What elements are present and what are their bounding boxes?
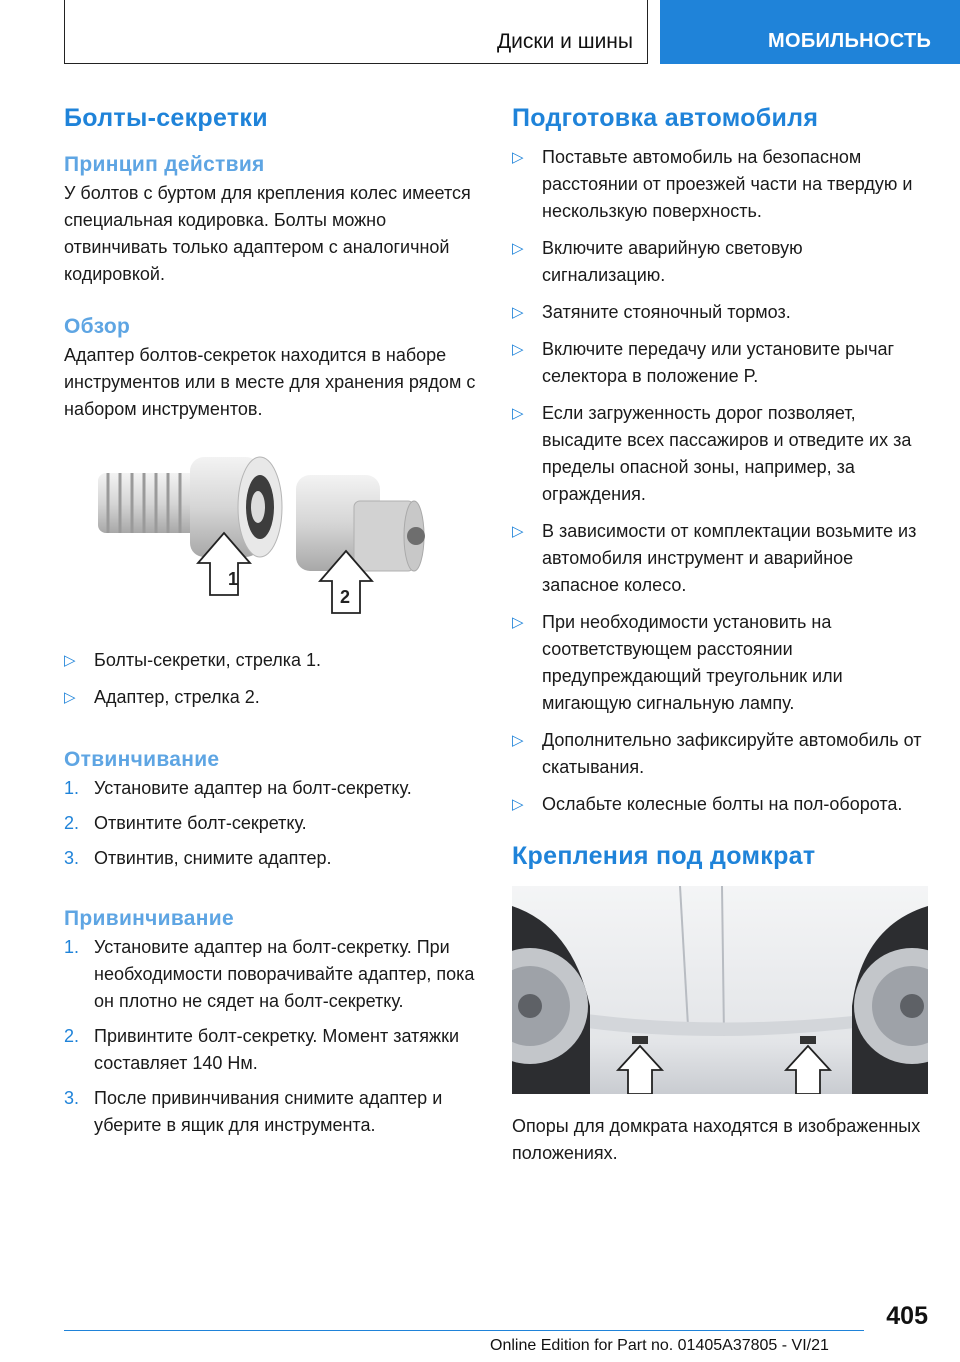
jack-points-title: Крепления под домкрат <box>512 842 816 870</box>
triangle-right-icon: ▷ <box>512 240 524 257</box>
bolt-head <box>190 457 282 557</box>
chapter-tab <box>660 0 960 64</box>
list-item: ▷ Поставьте автомобиль на безопасном расстоянии от проезжей части на твердую и нескользкую поверхность. <box>512 144 928 225</box>
arrow-1-label: 1 <box>228 569 239 589</box>
triangle-right-icon: ▷ <box>512 523 524 540</box>
screw-steps <box>64 934 476 1139</box>
locking-bolts-title: Болты-секретки <box>64 104 268 132</box>
list-item: ▷ Включите аварийную световую сигнализацию. <box>512 235 928 289</box>
page-number: 405 <box>886 1302 928 1330</box>
jacking-points-illustration <box>512 886 928 1094</box>
locking-bolt-adapter-illustration <box>64 445 476 620</box>
triangle-right-icon: ▷ <box>512 614 524 631</box>
overview-heading: Обзор <box>64 315 131 338</box>
unscrew-heading: Отвинчивание <box>64 748 220 771</box>
bolt-thread <box>98 473 202 533</box>
list-item: ▷ Ослабьте колесные болты на пол-оборота. <box>512 791 928 818</box>
list-item: ▷ Болты-секретки, стрелка 1. <box>64 647 476 674</box>
list-item: ▷ Дополнительно зафиксируйте автомобиль от скатывания. <box>512 727 928 781</box>
edition-note: Online Edition for Part no. 01405A37805 - VI/21 <box>490 1337 829 1354</box>
list-item: ▷ Включите передачу или установите рычаг селектора в положение P. <box>512 336 928 390</box>
triangle-right-icon: ▷ <box>512 732 524 749</box>
list-item: ▷ В зависимости от комплектации возьмите из автомобиля инструмент и аварийное запасное колесо. <box>512 518 928 599</box>
jack-pad <box>800 1036 816 1044</box>
triangle-right-icon: ▷ <box>512 405 524 422</box>
triangle-right-icon: ▷ <box>512 304 524 321</box>
list-item: 1. Установите адаптер на болт-секретку. При необходимости поворачивайте адаптер, пока он плотно не сядет на болт-секретку. <box>64 937 475 1011</box>
right-column <box>512 100 928 1167</box>
list-item: 2. Отвинтите болт-секретку. <box>64 813 307 833</box>
chapter-tab-label: МОБИЛЬНОСТЬ <box>768 30 932 52</box>
section-title: Диски и шины <box>496 30 633 53</box>
list-item: ▷ При необходимости установить на соответствующем расстоянии предупреждающий треугольник или мигающую сигнальную лампу. <box>512 609 928 717</box>
list-item: ▷ Адаптер, стрелка 2. <box>64 684 476 711</box>
list-item: 3. Отвинтив, снимите адаптер. <box>64 848 332 868</box>
footer-divider <box>64 1330 864 1331</box>
vehicle-prep-title: Подготовка автомобиля <box>512 104 819 132</box>
unscrew-steps <box>64 775 476 872</box>
adapter <box>296 475 425 571</box>
triangle-right-icon: ▷ <box>64 652 76 669</box>
list-item: 2. Привинтите болт-секретку. Момент затяжки составляет 140 Нм. <box>64 1026 460 1073</box>
triangle-right-icon: ▷ <box>512 341 524 358</box>
principle-text: У болтов с буртом для крепления колес имеется специальная кодировка. Болты можно отвинчивать только адаптером с аналогичной кодировкой. <box>64 183 471 284</box>
list-item: ▷ Если загруженность дорог позволяет, высадите всех пассажиров и отведите их за пределы опасной зоны, например, за ограждения. <box>512 400 928 508</box>
jack-pad <box>632 1036 648 1044</box>
triangle-right-icon: ▷ <box>512 796 524 813</box>
left-column <box>64 100 476 1147</box>
principle-heading: Принцип действия <box>64 153 265 176</box>
overview-text: Адаптер болтов-секреток находится в наборе инструментов или в месте для хранения рядом с набором инструментов. <box>64 345 476 419</box>
jack-points-caption: Опоры для домкрата находятся в изображенных положениях. <box>512 1116 921 1163</box>
triangle-right-icon: ▷ <box>64 689 76 706</box>
list-item: 3. После привинчивания снимите адаптер и уберите в ящик для инструмента. <box>64 1088 443 1135</box>
arrow-2-label: 2 <box>340 587 351 607</box>
screw-heading: Привинчивание <box>64 907 234 930</box>
overview-bullets <box>64 647 476 711</box>
prep-bullets <box>512 144 928 818</box>
list-item: 1. Установите адаптер на болт-секретку. <box>64 778 412 798</box>
triangle-right-icon: ▷ <box>512 149 524 166</box>
header-box <box>64 0 648 64</box>
list-item: ▷ Затяните стояночный тормоз. <box>512 299 928 326</box>
